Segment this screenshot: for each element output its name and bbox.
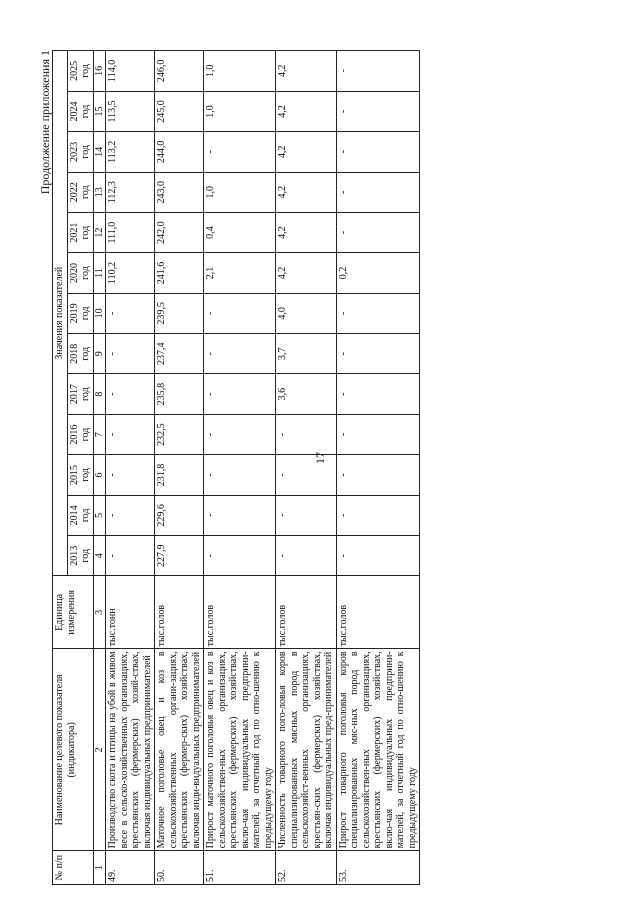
indicator-value: -: [106, 495, 155, 535]
indicator-value: 4,2: [276, 172, 337, 212]
column-numbers-row: [93, 51, 106, 885]
indicator-value: 3,7: [276, 334, 337, 374]
indicator-value: 0,4: [204, 212, 276, 252]
header-year: 2015 год: [67, 455, 93, 495]
table-row: [106, 51, 155, 885]
header-year: 2025 год: [67, 51, 93, 92]
indicator-name: Производство скота и птицы на убой в живом весе в сельско-хозяйственных организациях, крестьянских (фермерских) хозяй-ствах, включая индивидуальных предпринимателей: [106, 649, 155, 851]
indicator-value: 242,0: [155, 212, 204, 252]
column-number: 7: [93, 414, 106, 454]
indicator-value: -: [276, 414, 337, 454]
indicator-value: 239,5: [155, 293, 204, 333]
table-row: [204, 51, 276, 885]
indicator-name: Прирост товарного поголовья коров специализированных мяс-ных пород в сельскохозяйствен-ных организациях, крестьянских (фермерских) хозяйствах, вклю-чая индивидуальных предприни-мателей, за отчетный год по отно-шению к предыдущему году: [336, 649, 420, 851]
header-values: Значения показателей: [53, 51, 68, 576]
indicator-value: 227,9: [155, 536, 204, 576]
indicator-value: -: [204, 132, 276, 172]
indicator-unit: тыс.голов: [276, 576, 337, 649]
indicator-name: Прирост маточного поголовья овец и коз в сельскохозяйствен-ных организациях, крестьянских (фермерских) хозяйствах, вклю-чая индивидуальных предприни-мателей, за отчетный год по отно-шению к предыдущему году: [204, 649, 276, 851]
column-number: 10: [93, 293, 106, 333]
indicator-value: -: [336, 414, 420, 454]
column-number: 8: [93, 374, 106, 414]
column-number: 9: [93, 334, 106, 374]
header-year: 2019 год: [67, 293, 93, 333]
header-year: 2013 год: [67, 536, 93, 576]
indicator-value: 241,6: [155, 253, 204, 293]
indicator-value: 1,0: [204, 172, 276, 212]
table-row: [336, 51, 420, 885]
indicator-value: -: [336, 91, 420, 131]
indicator-value: 237,4: [155, 334, 204, 374]
indicator-value: -: [336, 293, 420, 333]
indicator-value: -: [204, 334, 276, 374]
indicators-table: [52, 50, 420, 885]
indicator-value: 1,0: [204, 51, 276, 92]
indicator-value: 112,3: [106, 172, 155, 212]
header-year: 2023 год: [67, 132, 93, 172]
indicator-value: 232,5: [155, 414, 204, 454]
indicator-value: 113,5: [106, 91, 155, 131]
indicator-value: -: [106, 455, 155, 495]
indicator-value: 0,2: [336, 253, 420, 293]
header-num: № п/п: [53, 851, 94, 885]
indicator-value: 231,8: [155, 455, 204, 495]
indicator-value: -: [204, 414, 276, 454]
column-number: 13: [93, 172, 106, 212]
indicator-value: -: [336, 536, 420, 576]
indicator-value: 4,2: [276, 51, 337, 92]
indicator-value: -: [336, 172, 420, 212]
page-number: 17: [313, 452, 327, 464]
indicator-value: -: [204, 495, 276, 535]
indicator-value: 246,0: [155, 51, 204, 92]
column-number: 3: [93, 576, 106, 649]
indicator-value: -: [336, 334, 420, 374]
row-number: 50.: [155, 851, 204, 885]
header-year: 2021 год: [67, 212, 93, 252]
indicator-value: 244,0: [155, 132, 204, 172]
header-name: Наименование целевого показателя (индикатора): [53, 649, 94, 851]
indicator-value: 1,0: [204, 91, 276, 131]
indicator-value: -: [336, 374, 420, 414]
indicator-value: 113,2: [106, 132, 155, 172]
indicator-name: Численность товарного пого-ловья коров специализированных мясных пород в сельскохозяйст-венных организациях, крестьян-ских (фермерских) хозяйствах, включая индивидуальных пред-принимателей: [276, 649, 337, 851]
indicator-value: -: [336, 51, 420, 92]
indicator-value: -: [204, 293, 276, 333]
column-number: 4: [93, 536, 106, 576]
indicator-unit: тыс.тонн: [106, 576, 155, 649]
indicator-value: -: [204, 536, 276, 576]
indicator-value: 2,1: [204, 253, 276, 293]
header-year: 2024 год: [67, 91, 93, 131]
indicator-value: 110,2: [106, 253, 155, 293]
indicator-value: -: [106, 293, 155, 333]
header-year: 2022 год: [67, 172, 93, 212]
indicator-value: -: [106, 334, 155, 374]
header-year: 2017 год: [67, 374, 93, 414]
indicator-value: -: [106, 536, 155, 576]
column-number: 14: [93, 132, 106, 172]
column-number: 15: [93, 91, 106, 131]
row-number: 51.: [204, 851, 276, 885]
column-number: 2: [93, 649, 106, 851]
indicator-unit: тыс.голов: [155, 576, 204, 649]
indicator-value: -: [336, 495, 420, 535]
indicator-value: -: [204, 374, 276, 414]
header-year: 2018 год: [67, 334, 93, 374]
indicator-unit: тыс.голов: [204, 576, 276, 649]
continuation-label: Продолжение приложения 1: [38, 50, 52, 195]
rotated-page-content: [0, 5, 640, 905]
column-number: 5: [93, 495, 106, 535]
indicator-name: Маточное поголовье овец и коз в сельскохозяйственных органи-зациях, крестьянских (фермер-ских) хозяйствах, включая инди-видуальных предпринимателей: [155, 649, 204, 851]
indicator-value: -: [106, 414, 155, 454]
indicator-unit: тыс.голов: [336, 576, 420, 649]
indicator-value: 4,2: [276, 91, 337, 131]
indicator-value: 245,0: [155, 91, 204, 131]
column-number: 16: [93, 51, 106, 92]
indicator-value: -: [336, 132, 420, 172]
indicator-value: 114,0: [106, 51, 155, 92]
table-body: [106, 51, 420, 885]
indicator-value: 4,2: [276, 212, 337, 252]
header-unit: Единица измерения: [53, 576, 94, 649]
header-year: 2014 год: [67, 495, 93, 535]
indicator-value: 4,2: [276, 132, 337, 172]
indicator-value: 4,0: [276, 293, 337, 333]
column-number: 12: [93, 212, 106, 252]
indicator-value: 243,0: [155, 172, 204, 212]
row-number: 52.: [276, 851, 337, 885]
header-year: 2016 год: [67, 414, 93, 454]
table-row: [155, 51, 204, 885]
row-number: 53.: [336, 851, 420, 885]
indicator-value: -: [106, 374, 155, 414]
indicator-value: -: [336, 455, 420, 495]
indicator-value: -: [336, 212, 420, 252]
indicator-value: -: [276, 455, 337, 495]
row-number: 49.: [106, 851, 155, 885]
indicator-value: 111,0: [106, 212, 155, 252]
indicator-value: -: [276, 495, 337, 535]
indicator-value: 3,6: [276, 374, 337, 414]
indicator-value: 4,2: [276, 253, 337, 293]
indicator-value: -: [204, 455, 276, 495]
column-number: 6: [93, 455, 106, 495]
table-row: [276, 51, 337, 885]
header-year: 2020 год: [67, 253, 93, 293]
column-number: 11: [93, 253, 106, 293]
indicator-value: 229,6: [155, 495, 204, 535]
indicator-value: -: [276, 536, 337, 576]
column-number: 1: [93, 851, 106, 885]
indicator-value: 235,8: [155, 374, 204, 414]
